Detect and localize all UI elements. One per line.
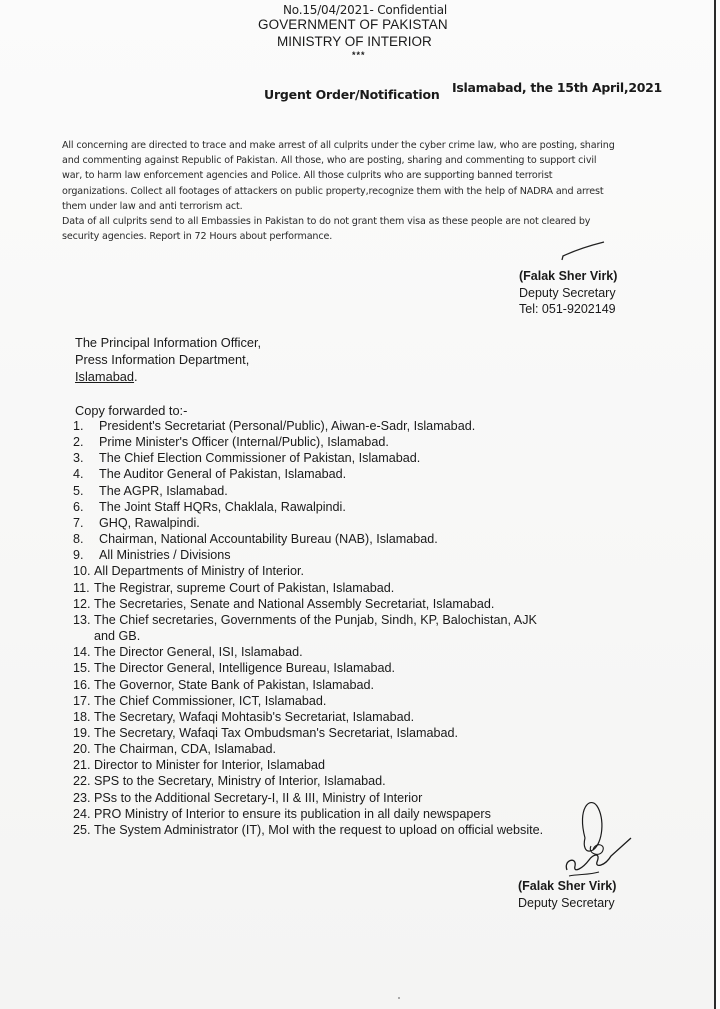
signatory-designation: Deputy Secretary bbox=[518, 895, 615, 910]
list-item bbox=[73, 418, 543, 434]
item-number: 20. bbox=[73, 742, 91, 757]
item-number: 19. bbox=[73, 725, 91, 740]
signature-stroke-icon bbox=[560, 240, 606, 262]
item-number: 11. bbox=[73, 580, 90, 595]
copy-forwarded-list bbox=[73, 418, 543, 838]
item-text: The Chief Commissioner, ICT, Islamabad. bbox=[94, 693, 327, 708]
item-text: Director to Minister for Interior, Islamabad bbox=[94, 758, 325, 773]
signatory-phone: Tel: 051-9202149 bbox=[519, 302, 616, 316]
list-item bbox=[73, 677, 543, 693]
list-item bbox=[73, 822, 543, 838]
list-item bbox=[73, 741, 543, 757]
paper-speck bbox=[398, 997, 400, 999]
item-text: President's Secretariat (Personal/Public), Aiwan-e-Sadr, Islamabad. bbox=[99, 419, 476, 433]
item-text: SPS to the Secretary, Ministry of Interior, Islamabad. bbox=[94, 774, 386, 789]
item-text: The Secretary, Wafaqi Mohtasib's Secretariat, Islamabad. bbox=[94, 709, 415, 724]
body-line: organizations. Collect all footages of attackers on public property,recognize them with the help of NADRA and arrest bbox=[62, 185, 604, 197]
item-text: The System Administrator (IT), MoI with the request to upload on official website. bbox=[94, 822, 544, 837]
item-number: 7. bbox=[73, 515, 84, 530]
list-item bbox=[73, 515, 543, 531]
list-item bbox=[73, 596, 543, 612]
item-text: The Registrar, supreme Court of Pakistan, Islamabad. bbox=[94, 580, 395, 595]
item-number: 12. bbox=[73, 596, 91, 611]
item-number: 24. bbox=[73, 806, 91, 821]
item-text: All Departments of Ministry of Interior. bbox=[94, 564, 304, 579]
item-number: 13. bbox=[73, 612, 91, 627]
list-item bbox=[73, 483, 543, 499]
order-body bbox=[62, 138, 682, 244]
body-line: All concerning are directed to trace and make arrest of all culprits under the cyber crime law, who are posting, sharing bbox=[62, 140, 615, 151]
list-item bbox=[73, 434, 543, 450]
reference-number: No.15/04/2021- Confidential bbox=[283, 3, 448, 17]
item-number: 22. bbox=[73, 774, 91, 789]
list-item bbox=[73, 450, 543, 466]
item-text: The Secretaries, Senate and National Assembly Secretariat, Islamabad. bbox=[94, 596, 495, 611]
item-number: 10. bbox=[73, 564, 91, 579]
item-number: 9. bbox=[73, 548, 84, 563]
body-line: Data of all culprits send to all Embassies in Pakistan to do not grant them visa as these people are not cleared by bbox=[62, 216, 591, 228]
list-item bbox=[73, 612, 543, 628]
item-number: 1. bbox=[73, 419, 84, 433]
signatory-name: (Falak Sher Virk) bbox=[519, 269, 618, 283]
item-number: 17. bbox=[73, 693, 91, 708]
item-text: All Ministries / Divisions bbox=[99, 548, 231, 563]
addressee-city: Islamabad bbox=[75, 369, 135, 384]
item-text-continuation: and GB. bbox=[94, 629, 141, 644]
item-number: 25. bbox=[73, 822, 91, 837]
body-line: security agencies. Report in 72 Hours about performance. bbox=[62, 231, 333, 243]
item-text: Prime Minister's Officer (Internal/Public), Islamabad. bbox=[99, 435, 389, 450]
item-number: 21. bbox=[73, 758, 91, 773]
item-number: 4. bbox=[73, 467, 84, 482]
item-text: The Governor, State Bank of Pakistan, Islamabad. bbox=[94, 677, 375, 692]
item-text: The Chief secretaries, Governments of the Punjab, Sindh, KP, Balochistan, AJK bbox=[94, 612, 537, 627]
document-title: Urgent Order/Notification bbox=[264, 87, 440, 102]
ministry-heading: MINISTRY OF INTERIOR bbox=[277, 34, 432, 49]
list-item bbox=[73, 499, 543, 515]
item-number: 5. bbox=[73, 483, 84, 498]
list-item bbox=[73, 547, 543, 563]
signatory-designation: Deputy Secretary bbox=[519, 285, 616, 300]
addressee-line2: Press Information Department, bbox=[75, 352, 250, 367]
item-text: The Chairman, CDA, Islamabad. bbox=[94, 742, 276, 757]
list-item bbox=[73, 725, 543, 741]
signatory-block-bottom bbox=[518, 878, 616, 911]
list-item bbox=[73, 757, 543, 773]
item-number: 2. bbox=[73, 435, 84, 450]
item-text: Chairman, National Accountability Bureau (NAB), Islamabad. bbox=[99, 532, 438, 547]
item-number: 15. bbox=[73, 661, 91, 676]
list-item bbox=[73, 773, 543, 789]
addressee-block bbox=[75, 334, 261, 385]
list-item bbox=[73, 563, 543, 579]
handwritten-signature-icon bbox=[555, 798, 635, 883]
item-number: 3. bbox=[73, 451, 84, 466]
addressee-line1: The Principal Information Officer, bbox=[75, 335, 262, 350]
item-number: 14. bbox=[73, 645, 91, 660]
list-item bbox=[73, 660, 543, 676]
item-number: 23. bbox=[73, 790, 91, 805]
item-text: PSs to the Additional Secretary-I, II & III, Ministry of Interior bbox=[94, 790, 423, 805]
item-number: 18. bbox=[73, 709, 91, 724]
list-item bbox=[73, 709, 543, 725]
list-item bbox=[73, 466, 543, 482]
item-number: 16. bbox=[73, 677, 91, 692]
item-text: The Joint Staff HQRs, Chaklala, Rawalpindi. bbox=[99, 499, 346, 514]
item-number: 6. bbox=[73, 499, 84, 514]
item-text: The AGPR, Islamabad. bbox=[99, 483, 228, 498]
addressee-city-line bbox=[75, 368, 261, 385]
signatory-name: (Falak Sher Virk) bbox=[518, 879, 617, 893]
item-number: 8. bbox=[73, 532, 84, 547]
list-item bbox=[73, 531, 543, 547]
list-item bbox=[73, 790, 543, 806]
copy-forwarded-heading: Copy forwarded to:- bbox=[75, 403, 188, 418]
body-line: them under law and anti terrorism act. bbox=[62, 200, 243, 212]
government-heading: GOVERNMENT OF PAKISTAN bbox=[258, 17, 448, 32]
item-text: The Auditor General of Pakistan, Islamabad. bbox=[99, 467, 347, 482]
list-item bbox=[73, 806, 543, 822]
list-item bbox=[73, 693, 543, 709]
addressee-city-suffix: . bbox=[134, 369, 138, 384]
list-item bbox=[73, 580, 543, 596]
heading-separator: *** bbox=[352, 50, 366, 60]
item-text: GHQ, Rawalpindi. bbox=[99, 515, 200, 530]
item-text: PRO Ministry of Interior to ensure its publication in all daily newspapers bbox=[94, 806, 491, 821]
date-line: Islamabad, the 15th April,2021 bbox=[452, 80, 662, 95]
item-text: The Secretary, Wafaqi Tax Ombudsman's Secretariat, Islamabad. bbox=[94, 725, 459, 740]
item-text: The Director General, ISI, Islamabad. bbox=[94, 645, 303, 660]
body-line: war, to harm law enforcement agencies and Police. All those culprits who are supporting banned terrorist bbox=[62, 170, 553, 182]
signatory-block-top bbox=[519, 268, 617, 318]
item-text: The Director General, Intelligence Bureau, Islamabad. bbox=[94, 661, 396, 676]
body-line: and commenting against Republic of Pakistan. All those, who are posting, sharing and commenting to support civil bbox=[62, 155, 597, 167]
list-item bbox=[73, 644, 543, 660]
list-item-continuation bbox=[73, 628, 543, 644]
item-text: The Chief Election Commissioner of Pakistan, Islamabad. bbox=[99, 451, 421, 466]
